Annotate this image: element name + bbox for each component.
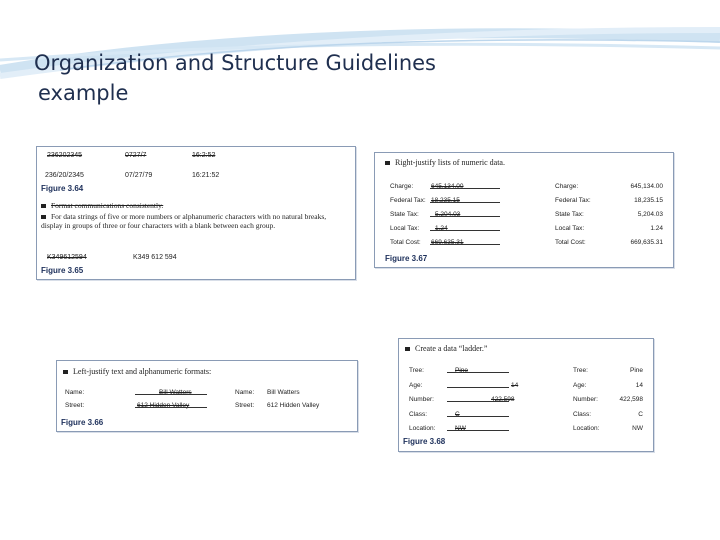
strike-line xyxy=(447,401,509,402)
fig68-good-value: 14 xyxy=(635,381,643,389)
fig68-good-value: Pine xyxy=(629,367,643,374)
fig68-good-value: C xyxy=(638,410,643,418)
fig68-good-value: 422,598 xyxy=(619,396,643,403)
fig68-bad-value: Pine xyxy=(455,367,469,374)
fig67-bad-value: 1.24 xyxy=(435,225,448,232)
fig67-good-value: 1.24 xyxy=(650,225,663,232)
fig68-good-label: Class: xyxy=(573,410,592,418)
figure-3-68 xyxy=(398,338,654,452)
fig68-good-label: Age: xyxy=(573,381,587,389)
strike-line xyxy=(447,372,509,373)
slide-title-line-1: Organization and Structure Guidelines xyxy=(34,51,436,75)
fig68-bad-value: C xyxy=(455,410,460,418)
fig65-example-bad: K349612594 xyxy=(47,254,87,261)
fig67-caption: Figure 3.67 xyxy=(385,254,428,263)
bullet-icon xyxy=(405,347,410,351)
fig68-header: Create a data “ladder.” xyxy=(405,344,487,353)
fig67-good-value: 5,204.03 xyxy=(637,211,663,218)
strike-line xyxy=(430,244,500,245)
fig68-bad-label: Tree: xyxy=(409,367,424,374)
strike-line xyxy=(430,230,500,231)
fig64-bad-2: 0727/7 xyxy=(125,152,147,159)
bullet-icon xyxy=(63,370,68,374)
fig67-good-value: 645,134.00 xyxy=(630,183,663,190)
figure-3-66 xyxy=(56,360,358,432)
fig68-good-label: Number: xyxy=(573,396,598,403)
fig68-bad-label: Location: xyxy=(409,425,436,432)
fig67-good-value: 669,635.31 xyxy=(630,239,663,246)
fig67-bad-label: Federal Tax: xyxy=(390,197,426,204)
strike-line xyxy=(447,387,509,388)
fig68-bad-value: NW xyxy=(455,425,466,432)
fig67-bad-label: Charge: xyxy=(390,183,414,190)
fig67-bad-label: State Tax: xyxy=(390,211,419,218)
fig66-good-value: 612 Hidden Valley xyxy=(267,402,320,409)
figure-3-64-65 xyxy=(36,146,356,280)
fig66-bad-value: Bill Watters xyxy=(159,389,192,396)
fig67-good-label: Local Tax: xyxy=(555,225,585,232)
strike-line xyxy=(430,202,500,203)
fig67-good-label: Federal Tax: xyxy=(555,197,591,204)
fig66-good-label: Name: xyxy=(235,389,255,396)
fig67-good-label: State Tax: xyxy=(555,211,584,218)
fig65-example-good: K349 612 594 xyxy=(133,254,177,261)
fig64-caption: Figure 3.64 xyxy=(41,184,84,193)
fig67-good-label: Total Cost: xyxy=(555,239,586,246)
fig66-good-value: Bill Watters xyxy=(267,389,300,396)
fig68-bad-label: Age: xyxy=(409,381,423,389)
fig68-good-label: Location: xyxy=(573,425,600,432)
fig65-caption: Figure 3.65 xyxy=(41,266,84,275)
fig68-good-value: NW xyxy=(632,425,643,432)
fig67-bad-value: 5,204.03 xyxy=(435,211,461,218)
fig64-bad-1: 236202345 xyxy=(47,152,83,159)
fig68-bad-label: Class: xyxy=(409,410,428,418)
fig66-caption: Figure 3.66 xyxy=(61,418,104,427)
fig67-good-label: Charge: xyxy=(555,183,579,190)
strike-line xyxy=(447,430,509,431)
figure-3-67 xyxy=(374,152,674,268)
fig67-bad-label: Local Tax: xyxy=(390,225,420,232)
fig66-bad-label: Street: xyxy=(65,402,85,409)
bullet-icon xyxy=(385,161,390,165)
fig67-bad-value: 645,134.00 xyxy=(431,183,464,190)
strike-line xyxy=(135,407,207,408)
fig66-bad-value: 612 Hidden Valley xyxy=(137,402,190,409)
fig68-good-label: Tree: xyxy=(573,367,588,374)
fig64-good-3: 16:21:52 xyxy=(192,172,220,179)
fig67-bad-value: 18,235.15 xyxy=(431,197,460,204)
fig64-good-1: 236/20/2345 xyxy=(45,172,84,179)
bullet-icon xyxy=(41,204,46,208)
fig67-header: Right-justify lists of numeric data. xyxy=(385,158,505,167)
strike-line xyxy=(447,416,509,417)
fig67-bad-value: 669,635.31 xyxy=(431,239,464,246)
fig64-bad-3: 16:2:52 xyxy=(192,152,216,159)
fig65-bullet-2: For data strings of five or more numbers or alphanumeric characters with no natural breaks, display in groups of three or four characters with a blank between each group. xyxy=(41,212,327,230)
slide-title xyxy=(34,48,436,108)
bullet-icon xyxy=(41,215,46,219)
fig67-good-value: 18,235.15 xyxy=(634,197,663,204)
fig66-header: Left-justify text and alphanumeric formats: xyxy=(63,367,211,376)
strike-line xyxy=(430,188,500,189)
fig68-caption: Figure 3.68 xyxy=(403,437,446,446)
fig66-good-label: Street: xyxy=(235,402,255,409)
strike-line xyxy=(135,394,207,395)
fig65-bullet-1: Format communications consistently. xyxy=(41,201,163,210)
strike-line xyxy=(430,216,500,217)
fig64-good-2: 07/27/79 xyxy=(125,172,153,179)
fig66-bad-label: Name: xyxy=(65,389,85,396)
slide-title-line-2: example xyxy=(38,81,129,105)
fig68-bad-value: 14 xyxy=(511,381,519,389)
fig68-bad-value: 422,598 xyxy=(491,396,515,403)
fig68-bad-label: Number: xyxy=(409,396,434,403)
fig67-bad-label: Total Cost: xyxy=(390,239,421,246)
